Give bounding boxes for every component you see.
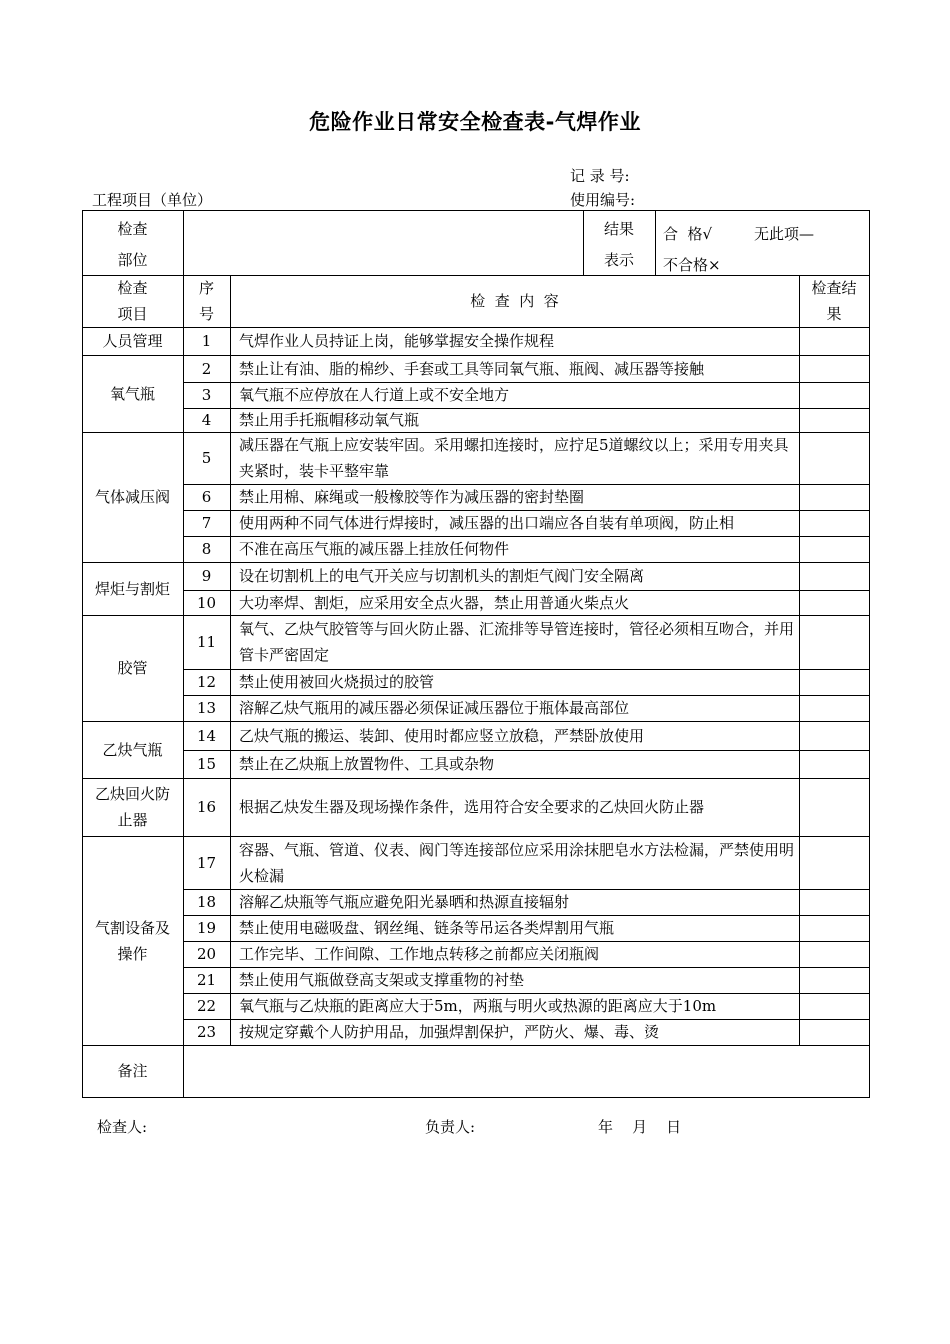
- remarks-cell: [183, 1045, 869, 1097]
- row-content: 容器、气瓶、管道、仪表、阀门等连接部位应采用涂抹肥皂水方法检漏，严禁使用明火检漏: [239, 840, 795, 885]
- inspector-label: 检查人:: [97, 1118, 148, 1136]
- row-content: 禁止使用被回火烧损过的胶管: [239, 673, 435, 691]
- check-location-label: 检查部位: [117, 219, 148, 269]
- table-rule: [183, 210, 184, 276]
- remarks-label: 备注: [117, 1062, 148, 1080]
- row-content: 按规定穿戴个人防护用品，加强焊割保护，严防火、爆、毒、烫: [239, 1023, 660, 1041]
- document-title: 危险作业日常安全检查表-气焊作业: [309, 110, 641, 134]
- date-label: 年 月 日: [598, 1118, 682, 1136]
- legend-na: 无此项—: [754, 225, 815, 243]
- record-number-label: 记 录 号:: [570, 167, 630, 185]
- row-content: 禁止让有油、脂的棉纱、手套或工具等同氧气瓶、瓶阀、减压器等接触: [239, 359, 705, 378]
- row-result-cell: [799, 590, 869, 615]
- row-seq: 23: [196, 1023, 217, 1041]
- row-content: 溶解乙炔瓶等气瓶应避免阳光暴晒和热源直接辐射: [239, 893, 570, 911]
- row-content: 氧气、乙炔气胶管等与回火防止器、汇流排等导管连接时，管径必须相互吻合，并用管卡严密固定: [239, 620, 795, 664]
- project-label: 工程项目（单位）: [92, 191, 213, 209]
- row-content: 禁止使用气瓶做登高支架或支撑重物的衬垫: [239, 971, 525, 989]
- row-seq: 19: [196, 919, 217, 937]
- group-label: 乙炔气瓶: [102, 740, 163, 759]
- row-result-cell: [799, 695, 869, 721]
- row-result-cell: [799, 510, 869, 536]
- group-label: 氧气瓶: [109, 384, 155, 403]
- row-seq: 11: [196, 633, 217, 651]
- row-result-cell: [799, 327, 869, 355]
- row-content: 减压器在气瓶上应安装牢固。采用螺扣连接时，应拧足5道螺纹以上；采用专用夹具夹紧时，装卡平整牢靠: [239, 436, 789, 480]
- row-content: 工作完毕、工作间隙、工作地点转移之前都应关闭瓶阀: [239, 945, 600, 963]
- row-seq: 21: [196, 971, 217, 989]
- result-legend-label: 结果表示: [603, 219, 634, 269]
- table-rule: [82, 210, 870, 211]
- row-result-cell: [799, 615, 869, 669]
- row-result-cell: [799, 993, 869, 1019]
- row-seq: 9: [201, 567, 212, 585]
- row-seq: 12: [196, 673, 217, 691]
- row-content: 使用两种不同气体进行焊接时，减压器的出口端应各自装有单项阀，防止相: [239, 514, 735, 532]
- row-result-cell: [799, 778, 869, 836]
- row-seq: 18: [196, 893, 217, 911]
- row-result-cell: [799, 889, 869, 915]
- column-header-content: 检 查 内 容: [470, 292, 559, 310]
- row-seq: 2: [201, 359, 212, 378]
- table-rule: [655, 210, 656, 276]
- row-seq: 15: [196, 755, 217, 773]
- row-result-cell: [799, 750, 869, 778]
- row-content: 根据乙炔发生器及现场操作条件，选用符合安全要求的乙炔回火防止器: [239, 798, 705, 816]
- column-header-result: 检查结果: [811, 279, 857, 323]
- row-seq: 14: [196, 726, 217, 745]
- row-result-cell: [799, 721, 869, 750]
- row-result-cell: [799, 669, 869, 695]
- group-label: 焊炬与割炬: [94, 579, 170, 598]
- row-result-cell: [799, 941, 869, 967]
- row-result-cell: [799, 1019, 869, 1045]
- row-seq: 22: [196, 997, 217, 1015]
- row-seq: 5: [201, 449, 212, 467]
- row-result-cell: [799, 967, 869, 993]
- group-label: 气割设备及操作: [94, 918, 170, 963]
- row-seq: 17: [196, 853, 217, 872]
- legend-pass: 合 格√: [663, 225, 713, 243]
- row-result-cell: [799, 484, 869, 510]
- column-header-seq: 序号: [198, 279, 214, 323]
- column-header-item: 检查项目: [117, 279, 148, 323]
- row-content: 氧气瓶不应停放在人行道上或不安全地方: [239, 386, 510, 404]
- row-content: 不准在高压气瓶的减压器上挂放任何物件: [239, 540, 510, 558]
- row-content: 禁止用棉、麻绳或一般橡胶等作为减压器的密封垫圈: [239, 488, 585, 506]
- row-seq: 4: [201, 411, 212, 429]
- row-seq: 13: [196, 699, 217, 717]
- group-label: 胶管: [117, 659, 148, 677]
- row-result-cell: [799, 355, 869, 382]
- row-seq: 10: [196, 593, 217, 612]
- row-result-cell: [799, 562, 869, 590]
- row-seq: 8: [201, 540, 212, 558]
- usage-number-label: 使用编号:: [570, 191, 636, 209]
- row-result-cell: [799, 408, 869, 432]
- row-content: 禁止用手托瓶帽移动氧气瓶: [239, 411, 420, 429]
- group-label: 气体减压阀: [94, 488, 170, 506]
- legend-fail: 不合格×: [663, 256, 721, 274]
- row-content: 乙炔气瓶的搬运、装卸、使用时都应竖立放稳，严禁卧放使用: [239, 726, 645, 745]
- row-content: 禁止在乙炔瓶上放置物件、工具或杂物: [239, 755, 495, 773]
- group-label: 人员管理: [102, 332, 163, 350]
- row-result-cell: [799, 836, 869, 889]
- responsible-label: 负责人:: [425, 1118, 476, 1136]
- row-result-cell: [799, 536, 869, 562]
- row-seq: 16: [196, 798, 217, 816]
- row-result-cell: [799, 432, 869, 484]
- row-seq: 3: [201, 386, 212, 404]
- row-seq: 7: [201, 514, 212, 532]
- row-seq: 6: [201, 488, 212, 506]
- row-seq: 20: [196, 945, 217, 963]
- row-content: 设在切割机上的电气开关应与切割机头的割炬气阀门安全隔离: [239, 567, 645, 585]
- row-content: 溶解乙炔气瓶用的减压器必须保证减压器位于瓶体最高部位: [239, 699, 630, 717]
- row-seq: 1: [201, 332, 212, 350]
- row-result-cell: [799, 915, 869, 941]
- table-rule: [82, 1097, 870, 1098]
- table-rule: [869, 210, 870, 1098]
- row-result-cell: [799, 382, 869, 408]
- row-content: 气焊作业人员持证上岗，能够掌握安全操作规程: [239, 332, 555, 350]
- group-label: 乙炔回火防止器: [94, 785, 170, 829]
- row-content: 氧气瓶与乙炔瓶的距离应大于5m，两瓶与明火或热源的距离应大于10m: [239, 997, 717, 1015]
- row-content: 禁止使用电磁吸盘、钢丝绳、链条等吊运各类焊割用气瓶: [239, 919, 615, 937]
- row-content: 大功率焊、割炬，应采用安全点火器，禁止用普通火柴点火: [239, 593, 630, 612]
